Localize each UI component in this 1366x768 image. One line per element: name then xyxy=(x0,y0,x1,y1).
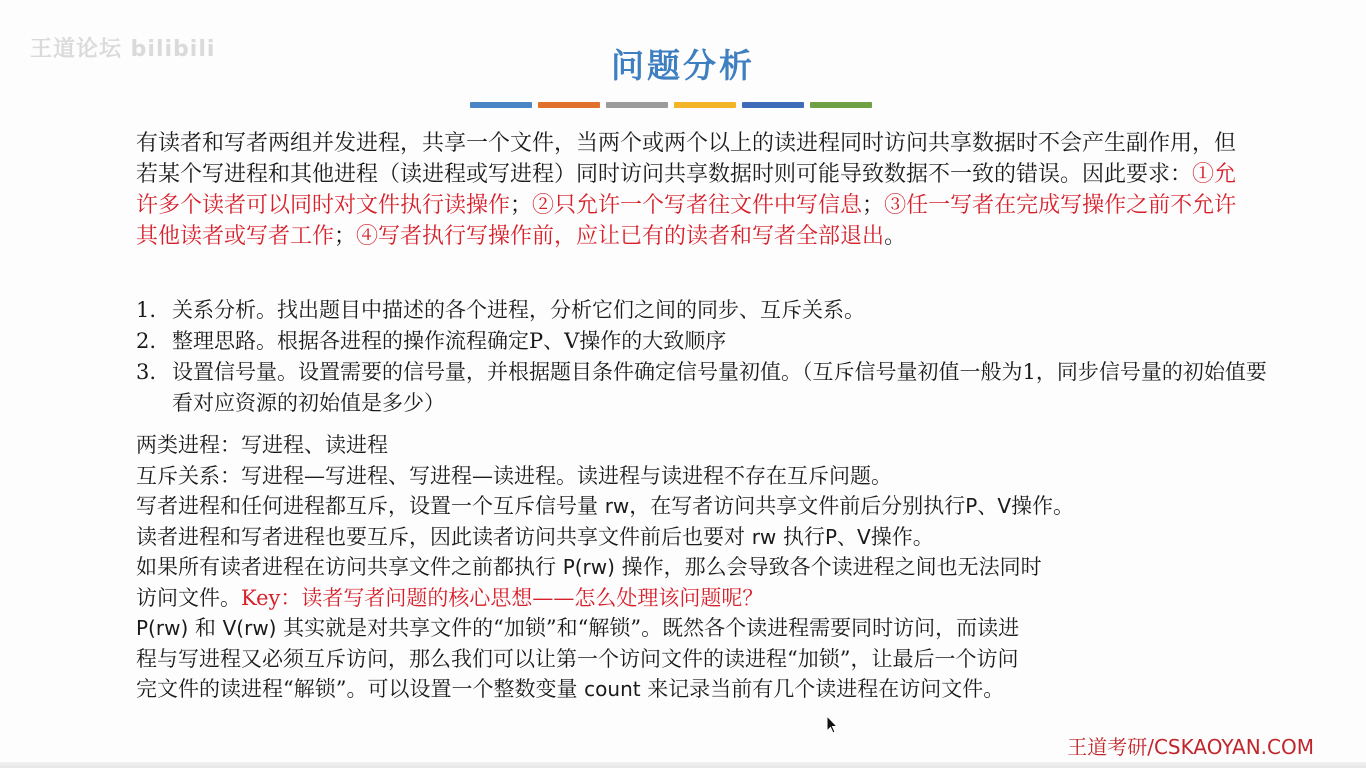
analysis-line-lock xyxy=(136,613,1286,644)
text-span: ，在写者访问共享文件前后分别执行 xyxy=(629,494,966,518)
text-span: 完文件的读进程“解锁”。可以设置一个整数变量 xyxy=(136,677,585,701)
requirement-3: ③任一写者在完成写操作之前不允许其他读者或写者工作 xyxy=(136,193,1237,249)
code-span: count xyxy=(584,677,641,701)
color-segment xyxy=(674,102,736,108)
code-span: P(rw) xyxy=(562,555,615,579)
color-segment xyxy=(470,102,532,108)
analysis-line-key xyxy=(136,583,1286,614)
code-span: rw xyxy=(751,524,777,549)
text-span: 如果所有读者进程在访问共享文件之前都执行 xyxy=(136,555,563,579)
text-span: 其实就是对共享文件的“加锁”和“解锁”。既然各个读进程需要同时访问，而读进 xyxy=(276,616,1020,640)
intro-text: 有读者和写者两组并发进程，共享一个文件，当两个或两个以上的读进程同时访问共享数据时不会产生副作用，但若某个写进程和其他进程（读进程或写进程）同时访问共享数据时则可能导致数据不一致的错误。因此要求： xyxy=(136,131,1237,187)
title-color-bar xyxy=(470,102,872,108)
page-title: 问题分析 xyxy=(611,46,755,85)
steps-list xyxy=(136,295,1276,419)
bottom-strip xyxy=(0,762,1366,768)
step-item xyxy=(136,326,1276,357)
step-text: 设置信号量。设置需要的信号量，并根据题目条件确定信号量初值。（互斥信号量初值一般为1，同步信号量的初始值要看对应资源的初始值是多少） xyxy=(172,360,1267,415)
text-span: 执行 xyxy=(776,524,825,549)
step-text: 整理思路。根据各进程的操作流程确定P、V操作的大致顺序 xyxy=(172,329,727,353)
analysis-line-writer xyxy=(136,491,1286,522)
text-span: 和 xyxy=(188,616,223,640)
footer-brand: 王道考研/CSKAOYAN.COM xyxy=(1067,735,1314,759)
text-span: 访问文件。 xyxy=(136,585,241,610)
analysis-line-strategy: 程与写进程又必须互斥访问，那么我们可以让第一个访问文件的读进程“加锁”，让最后一个访问 xyxy=(136,646,1019,671)
separator: ； xyxy=(510,193,533,218)
mouse-cursor-icon xyxy=(826,715,838,735)
step-item xyxy=(136,295,1276,326)
analysis-line-mutex: 互斥关系：写进程—写进程、写进程—读进程。读进程与读进程不存在互斥问题。 xyxy=(136,463,892,488)
code-span: rw xyxy=(604,494,630,518)
code-span: P、V xyxy=(824,524,871,549)
key-question: Key：读者写者问题的核心思想——怎么处理该问题呢？ xyxy=(241,585,764,610)
intro-paragraph xyxy=(136,128,1246,252)
separator: ； xyxy=(862,193,885,218)
color-segment xyxy=(538,102,600,108)
analysis-line-count xyxy=(136,674,1286,705)
text-span: 来记录当前有几个读进程在访问文件。 xyxy=(640,677,1005,701)
text-span: 读者进程和写者进程也要互斥，因此读者访问共享文件前后也要对 xyxy=(136,524,752,549)
analysis-line-reader xyxy=(136,522,1286,553)
step-number: 3. xyxy=(136,360,157,384)
text-span: 操作，那么会导致各个读进程之间也无法同时 xyxy=(614,555,1042,579)
requirement-4: ④写者执行写操作前，应让已有的读者和写者全部退出 xyxy=(356,224,885,249)
step-number: 1. xyxy=(136,298,157,322)
requirement-1: ①允许多个读者可以同时对文件执行读操作 xyxy=(136,162,1237,218)
code-span: P(rw) xyxy=(136,616,189,640)
code-span: V(rw) xyxy=(222,616,277,640)
analysis-line-process-types: 两类进程：写进程、读进程 xyxy=(136,433,388,457)
watermark-logo: 王道论坛 bilibili xyxy=(30,37,216,62)
analysis-line-problem xyxy=(136,552,1286,583)
step-item xyxy=(136,357,1276,419)
color-segment xyxy=(606,102,668,108)
requirement-2: ②只允许一个写者往文件中写信息 xyxy=(532,193,863,218)
color-segment xyxy=(810,102,872,108)
color-segment xyxy=(742,102,804,108)
step-text: 关系分析。找出题目中描述的各个进程，分析它们之间的同步、互斥关系。 xyxy=(172,298,865,322)
text-span: 操作。 xyxy=(1011,494,1075,518)
separator: ； xyxy=(334,224,357,249)
separator: 。 xyxy=(884,224,907,249)
analysis-block xyxy=(136,430,1286,705)
text-span: 操作。 xyxy=(870,524,934,549)
code-span: P、V xyxy=(965,494,1012,518)
step-number: 2. xyxy=(136,329,157,353)
text-span: 写者进程和任何进程都互斥，设置一个互斥信号量 xyxy=(136,494,605,518)
